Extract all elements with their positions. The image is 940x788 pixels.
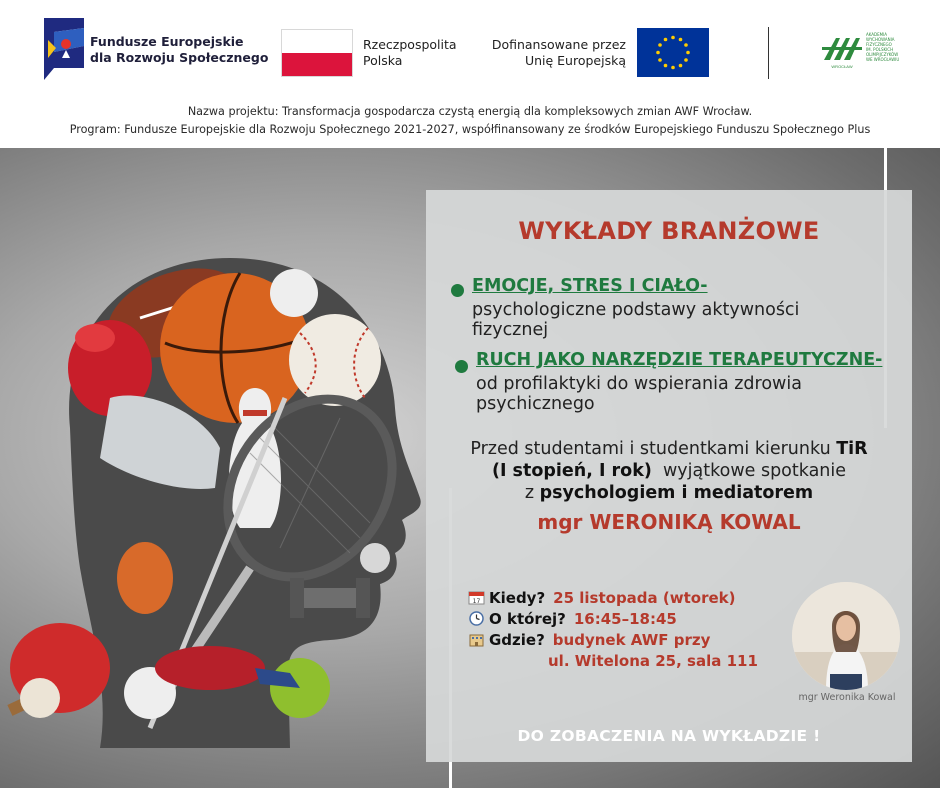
program-line: Program: Fundusze Europejskie dla Rozwoju Społecznego 2021-2027, współfinansowany ze środków Europejskiego Funduszu Społecznego Plus bbox=[69, 123, 871, 136]
address-row bbox=[468, 651, 758, 672]
eu-star bbox=[671, 66, 675, 70]
topic-1-desc-line-1: psychologiczne podstawy aktywności bbox=[472, 300, 800, 320]
intro-speaker-role: psychologiem i mediatorem bbox=[539, 483, 814, 503]
photo-caption: mgr Weronika Kowal bbox=[798, 692, 896, 703]
topic-1-bullet bbox=[451, 284, 464, 297]
rp-line-1: Rzeczpospolita bbox=[363, 37, 457, 52]
project-info bbox=[0, 103, 940, 139]
topic-2-desc-line-2: psychicznego bbox=[476, 394, 595, 414]
eu-star bbox=[658, 43, 662, 47]
topic-1-description bbox=[472, 300, 799, 340]
fe-line-1: Fundusze Europejskie bbox=[90, 34, 244, 49]
place-label: Gdzie? bbox=[489, 631, 545, 649]
date-row bbox=[468, 588, 758, 609]
speaker-name: mgr WERONIKĄ KOWAL bbox=[537, 510, 801, 534]
awf-wroclaw-logo bbox=[822, 30, 862, 70]
place-value-2: ul. Witelona 25, sala 111 bbox=[548, 652, 758, 670]
eu-star bbox=[679, 38, 683, 42]
rp-line-2: Polska bbox=[363, 53, 403, 68]
intro-text-3: z bbox=[524, 483, 540, 503]
building-icon bbox=[468, 632, 485, 647]
awf-text-5: OLIMPIJCZYKÓW bbox=[866, 52, 899, 57]
eu-cofinance-text bbox=[470, 37, 626, 69]
european-funds-logo bbox=[44, 18, 84, 80]
funding-header bbox=[0, 0, 940, 148]
awf-text-6: WE WROCŁAWIU bbox=[866, 57, 900, 62]
lecture-poster bbox=[0, 148, 940, 788]
clock-icon bbox=[468, 611, 485, 626]
awf-text-4: IM. POLSKICH bbox=[866, 47, 894, 52]
date-label: Kiedy? bbox=[489, 589, 546, 607]
closing-message: DO ZOBACZENIA NA WYKŁADZIE ! bbox=[517, 727, 821, 745]
speaker-photo bbox=[792, 582, 900, 690]
topic-2-desc-line-1: od profilaktyki do wspierania zdrowia bbox=[476, 374, 802, 394]
sports-head-illustration bbox=[0, 148, 460, 788]
eu-star bbox=[679, 64, 683, 68]
time-value: 16:45–18:45 bbox=[573, 610, 677, 628]
awf-text-2: WYCHOWANIA bbox=[866, 37, 895, 42]
intro-field-of-study: TiR bbox=[836, 439, 868, 459]
lecture-intro bbox=[426, 438, 912, 504]
intro-text-1: Przed studentami i studentkami kierunku bbox=[470, 439, 837, 459]
awf-text-1: AKADEMIA bbox=[866, 32, 887, 37]
poster-title: WYKŁADY BRANŻOWE bbox=[518, 217, 820, 245]
topic-2-heading: RUCH JAKO NARZĘDZIE TERAPEUTYCZNE- bbox=[476, 350, 883, 370]
date-value: 25 listopada (wtorek) bbox=[553, 589, 736, 607]
awf-logo-word: WROCŁAW bbox=[831, 64, 853, 69]
time-label: O której? bbox=[489, 610, 566, 628]
topic-2-description bbox=[476, 374, 802, 414]
intro-degree-level: (I stopień, I rok) bbox=[491, 461, 652, 481]
european-funds-name bbox=[90, 34, 268, 66]
topic-2-bullet bbox=[455, 360, 468, 373]
awf-text-3: FIZYCZNEGO bbox=[866, 42, 892, 47]
eu-flag bbox=[637, 28, 709, 77]
eu-star bbox=[664, 38, 668, 42]
awf-logo-text bbox=[866, 32, 906, 62]
calendar-icon bbox=[468, 590, 485, 605]
eu-star bbox=[684, 58, 688, 62]
topic-1-heading: EMOCJE, STRES I CIAŁO- bbox=[472, 276, 708, 296]
eu-star bbox=[656, 51, 660, 55]
place-row bbox=[468, 630, 758, 651]
header-divider bbox=[768, 27, 769, 79]
eu-star bbox=[684, 43, 688, 47]
eu-star bbox=[686, 51, 690, 55]
cofinance-line-1: Dofinansowane przez bbox=[491, 37, 626, 52]
svg-text:17: 17 bbox=[472, 598, 481, 605]
eu-star bbox=[658, 58, 662, 62]
intro-text-2: wyjątkowe spotkanie bbox=[651, 461, 847, 481]
eu-star bbox=[671, 36, 675, 40]
time-row bbox=[468, 609, 758, 630]
eu-star bbox=[664, 64, 668, 68]
topic-1-desc-line-2: fizycznej bbox=[472, 320, 549, 340]
info-panel bbox=[426, 190, 912, 762]
republic-of-poland-text bbox=[363, 37, 457, 69]
place-value-1: budynek AWF przy bbox=[552, 631, 711, 649]
cofinance-line-2: Unię Europejską bbox=[524, 53, 626, 68]
event-details bbox=[468, 588, 758, 672]
poland-flag bbox=[281, 29, 353, 77]
project-name-line: Nazwa projektu: Transformacja gospodarcza czystą energią dla kompleksowych zmian AWF Wrocław. bbox=[187, 105, 753, 118]
fe-line-2: dla Rozwoju Społecznego bbox=[90, 50, 269, 65]
